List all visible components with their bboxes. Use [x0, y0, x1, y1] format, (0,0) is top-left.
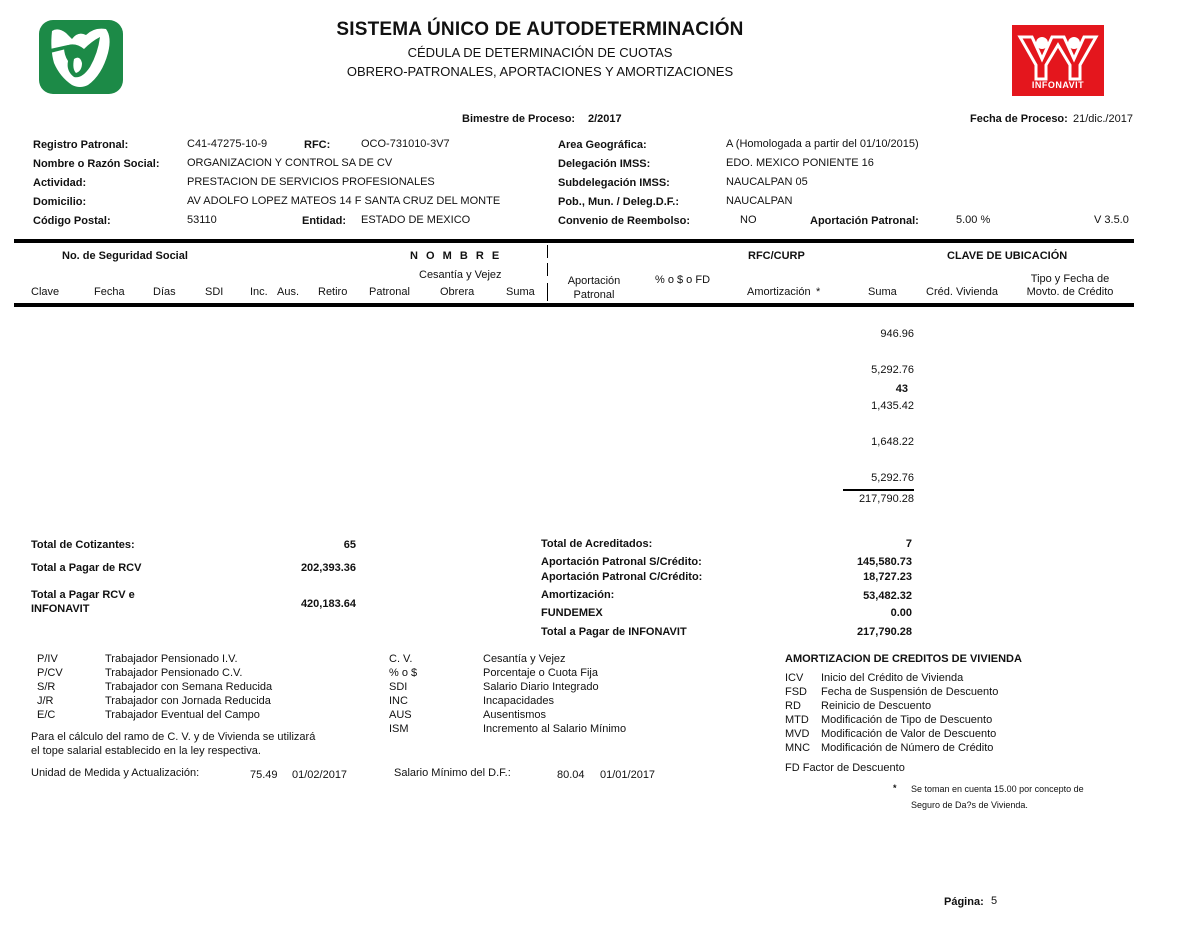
- amortizacion-total-label: Amortización:: [541, 589, 615, 601]
- aportacion-patronal-label: Aportación Patronal:: [810, 215, 919, 227]
- legend-item: [37, 652, 272, 666]
- poblacion-label: Pob., Mun. / Deleg.D.F.:: [558, 196, 679, 208]
- infonavit-logo: [1012, 25, 1104, 96]
- aportacion-sin-credito-label: Aportación Patronal S/Crédito:: [541, 556, 702, 568]
- subdelegacion-label: Subdelegación IMSS:: [558, 177, 670, 189]
- legend-code: FSD: [785, 686, 807, 698]
- legend-item: [389, 708, 626, 722]
- header-amortizacion-mark: *: [816, 286, 821, 298]
- legend-code: ICV: [785, 672, 804, 684]
- legend-terms: [389, 652, 626, 736]
- razon-social-value: ORGANIZACION Y CONTROL SA DE CV: [187, 157, 393, 169]
- uma-label: Unidad de Medida y Actualización:: [31, 767, 200, 779]
- aportacion-con-credito-value: 18,727.23: [863, 571, 912, 583]
- salario-minimo-date: 01/01/2017: [600, 769, 656, 781]
- header-aportacion-1: Aportación: [567, 275, 621, 287]
- uma-value: 75.49: [250, 769, 278, 781]
- total-infonavit-label: Total a Pagar de INFONAVIT: [541, 626, 687, 638]
- header-suma: Suma: [506, 286, 535, 298]
- legend-desc: Modificación de Número de Crédito: [821, 742, 994, 754]
- legend-item: [785, 727, 998, 741]
- header-obrera: Obrera: [440, 286, 475, 298]
- column-divider: [547, 263, 548, 276]
- legend-code: C. V.: [389, 653, 413, 665]
- table-header-bottom-rule: [14, 303, 1134, 307]
- poblacion-value: NAUCALPAN: [726, 195, 793, 207]
- legend-desc: Trabajador Eventual del Campo: [105, 709, 260, 721]
- entidad-label: Entidad:: [302, 215, 346, 227]
- legend-item: [389, 652, 626, 666]
- amortizacion-legend: [785, 671, 998, 755]
- legend-desc: Trabajador Pensionado C.V.: [105, 667, 243, 679]
- version-label: V 3.5.0: [1094, 214, 1129, 226]
- bimestre-label: Bimestre de Proceso:: [462, 113, 576, 125]
- header-fecha: Fecha: [94, 286, 125, 298]
- document-subtitle-1: CÉDULA DE DETERMINACIÓN DE CUOTAS: [407, 45, 673, 60]
- header-rfc-curp: RFC/CURP: [748, 250, 805, 262]
- header-suma-2: Suma: [868, 286, 897, 298]
- legend-item: [785, 685, 998, 699]
- header-inc: Inc.: [250, 286, 268, 298]
- header-nss: No. de Seguridad Social: [62, 250, 188, 262]
- sum-value: 1,435.42: [871, 400, 914, 412]
- header-aportacion-2: Patronal: [573, 289, 615, 301]
- footnote-line-1: Se toman en cuenta 15.00 por concepto de: [911, 784, 1084, 794]
- legend-item: [389, 666, 626, 680]
- document-subtitle-2: OBRERO-PATRONALES, APORTACIONES Y AMORTIZACIONES: [346, 64, 734, 79]
- header-tipo-2: Movto. de Crédito: [1026, 286, 1114, 298]
- aportacion-sin-credito-value: 145,580.73: [856, 556, 912, 568]
- legend-desc: Cesantía y Vejez: [483, 653, 566, 665]
- legend-item: [785, 713, 998, 727]
- column-divider: [547, 245, 548, 258]
- total-rcv-infonavit-value: 420,183.64: [300, 598, 356, 610]
- legend-workers: [37, 652, 272, 722]
- codigo-postal-value: 53110: [187, 214, 217, 226]
- total-cotizantes-label: Total de Cotizantes:: [31, 539, 135, 551]
- note-line-2: el tope salarial establecido en la ley respectiva.: [31, 745, 261, 757]
- document-title: SISTEMA ÚNICO DE AUTODETERMINACIÓN: [336, 19, 744, 40]
- sum-underline: [843, 489, 914, 491]
- legend-code: SDI: [389, 681, 408, 693]
- header-dias: Días: [153, 286, 176, 298]
- registro-patronal-value: C41-47275-10-9: [187, 138, 268, 150]
- legend-item: [37, 694, 272, 708]
- sum-total: 217,790.28: [858, 493, 914, 505]
- header-nombre: N O M B R E: [410, 250, 502, 262]
- legend-item: [37, 708, 272, 722]
- registro-patronal-label: Registro Patronal:: [33, 139, 129, 151]
- legend-code: S/R: [37, 681, 56, 693]
- legend-item: [785, 741, 998, 755]
- legend-desc: Incapacidades: [483, 695, 554, 707]
- rfc-label: RFC:: [304, 139, 331, 151]
- total-rcv-value: 202,393.36: [300, 562, 356, 574]
- uma-date: 01/02/2017: [292, 769, 348, 781]
- legend-item: [37, 666, 272, 680]
- fundemex-value: 0.00: [890, 607, 912, 619]
- legend-code: ISM: [389, 723, 409, 735]
- delegacion-value: EDO. MEXICO PONIENTE 16: [726, 157, 874, 169]
- legend-code: RD: [785, 700, 801, 712]
- sum-value: 5,292.76: [871, 472, 914, 484]
- header-sdi: SDI: [205, 286, 224, 298]
- table-header-top-rule: [14, 239, 1134, 243]
- page-label: Página:: [944, 896, 984, 908]
- bimestre-value: 2/2017: [588, 113, 622, 125]
- amortizacion-total-value: 53,482.32: [863, 590, 912, 602]
- header-clave: Clave: [31, 286, 60, 298]
- domicilio-value: AV ADOLFO LOPEZ MATEOS 14 F SANTA CRUZ DEL MONTE: [187, 195, 501, 207]
- legend-desc: Inicio del Crédito de Vivienda: [821, 672, 964, 684]
- imss-logo: [38, 19, 124, 95]
- amortizacion-legend-title: AMORTIZACION DE CREDITOS DE VIVIENDA: [785, 653, 1022, 665]
- razon-social-label: Nombre o Razón Social:: [33, 158, 160, 170]
- legend-item: [389, 680, 626, 694]
- legend-item: [389, 722, 626, 736]
- legend-item: [785, 671, 998, 685]
- legend-desc: Salario Diario Integrado: [483, 681, 599, 693]
- legend-code: J/R: [37, 695, 54, 707]
- fecha-proceso-label: Fecha de Proceso:: [970, 113, 1068, 125]
- legend-code: MVD: [785, 728, 810, 740]
- total-rcv-infonavit-label-2: INFONAVIT: [31, 603, 90, 615]
- delegacion-label: Delegación IMSS:: [558, 158, 651, 170]
- actividad-label: Actividad:: [33, 177, 87, 189]
- legend-desc: Incremento al Salario Mínimo: [483, 723, 627, 735]
- header-porcentaje: % o $ o FD: [655, 274, 711, 286]
- footnote-mark: *: [893, 783, 897, 793]
- convenio-label: Convenio de Reembolso:: [558, 215, 691, 227]
- legend-code: AUS: [389, 709, 412, 721]
- sum-value: 43: [895, 383, 908, 395]
- legend-desc: Porcentaje o Cuota Fija: [483, 667, 598, 679]
- legend-desc: Modificación de Valor de Descuento: [821, 728, 997, 740]
- legend-code: P/CV: [37, 667, 63, 679]
- header-cred-vivienda: Créd. Vivienda: [926, 286, 998, 298]
- total-cotizantes-value: 65: [343, 539, 356, 551]
- legend-desc: Reinicio de Descuento: [821, 700, 932, 712]
- page-number: 5: [991, 895, 998, 907]
- salario-minimo-label: Salario Mínimo del D.F.:: [394, 767, 511, 779]
- total-acreditados-label: Total de Acreditados:: [541, 538, 653, 550]
- legend-desc: Modificación de Tipo de Descuento: [821, 714, 993, 726]
- infonavit-logo-text: INFONAVIT: [1031, 80, 1085, 90]
- legend-code: INC: [389, 695, 408, 707]
- sum-value: 1,648.22: [871, 436, 914, 448]
- legend-desc: Trabajador con Jornada Reducida: [105, 695, 271, 707]
- aportacion-con-credito-label: Aportación Patronal C/Crédito:: [541, 571, 703, 583]
- rfc-value: OCO-731010-3V7: [361, 138, 450, 150]
- sum-value: 946.96: [880, 328, 914, 340]
- header-tipo-1: Tipo y Fecha de: [1030, 273, 1110, 285]
- total-acreditados-value: 7: [905, 538, 912, 550]
- legend-code: MNC: [785, 742, 811, 754]
- column-divider: [547, 283, 548, 301]
- header-clave-ubicacion: CLAVE DE UBICACIÓN: [947, 250, 1068, 262]
- footnote-line-2: Seguro de Da?s de Vivienda.: [911, 800, 1028, 810]
- header-aus: Aus.: [277, 286, 300, 298]
- note-line-1: Para el cálculo del ramo de C. V. y de Vivienda se utilizará: [31, 731, 316, 743]
- header-amortizacion: Amortización: [747, 286, 811, 298]
- area-geografica-label: Area Geográfica:: [558, 139, 647, 151]
- header-patronal: Patronal: [369, 286, 410, 298]
- legend-desc: Trabajador con Semana Reducida: [105, 681, 273, 693]
- header-cesantia: Cesantía y Vejez: [419, 269, 502, 281]
- header-retiro: Retiro: [318, 286, 348, 298]
- legend-item: [785, 699, 998, 713]
- total-rcv-infonavit-label-1: Total a Pagar RCV e: [31, 589, 135, 601]
- codigo-postal-label: Código Postal:: [33, 215, 111, 227]
- legend-code: E/C: [37, 709, 56, 721]
- actividad-value: PRESTACION DE SERVICIOS PROFESIONALES: [187, 176, 435, 188]
- area-geografica-value: A (Homologada a partir del 01/10/2015): [726, 138, 919, 150]
- legend-desc: Fecha de Suspensión de Descuento: [821, 686, 999, 698]
- fecha-proceso-value: 21/dic./2017: [1073, 113, 1133, 125]
- total-rcv-label: Total a Pagar de RCV: [31, 562, 142, 574]
- legend-code: % o $: [389, 667, 418, 679]
- entidad-value: ESTADO DE MEXICO: [361, 214, 471, 226]
- legend-desc: Trabajador Pensionado I.V.: [105, 653, 238, 665]
- fundemex-label: FUNDEMEX: [541, 607, 603, 619]
- salario-minimo-value: 80.04: [557, 769, 585, 781]
- legend-desc: Ausentismos: [483, 709, 546, 721]
- legend-code: MTD: [785, 714, 809, 726]
- legend-item: [37, 680, 272, 694]
- fd-legend: FD Factor de Descuento: [785, 762, 905, 774]
- legend-item: [389, 694, 626, 708]
- legend-code: P/IV: [37, 653, 58, 665]
- convenio-value: NO: [740, 214, 757, 226]
- aportacion-patronal-value: 5.00 %: [956, 214, 991, 226]
- total-infonavit-value: 217,790.28: [856, 626, 912, 638]
- sum-value: 5,292.76: [871, 364, 914, 376]
- domicilio-label: Domicilio:: [33, 196, 87, 208]
- subdelegacion-value: NAUCALPAN 05: [726, 176, 808, 188]
